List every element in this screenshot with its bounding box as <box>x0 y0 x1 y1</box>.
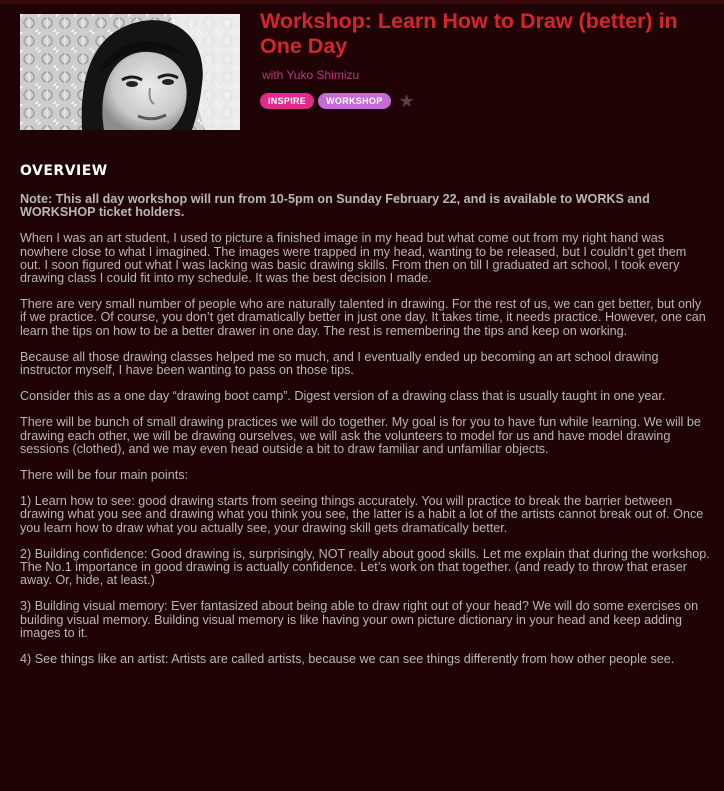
overview-point-4: 4) See things like an artist: Artists are called artists, because we can see things differently from how other people see. <box>20 652 675 667</box>
overview-paragraph: There will be bunch of small drawing practices we will do together. My goal is for you to have fun while learning. We will be drawing each other, we will be drawing ourselves, we will ask the volunteers to model for us and have model drawing sessions (clothed), and we may even head outside a bit to draw familiar and unfamiliar objects. <box>20 415 701 456</box>
speaker-photo <box>20 14 240 130</box>
overview-paragraph: There are very small number of people who are naturally talented in drawing. For the rest of us, we can get better, but only if we practice. Of course, you don’t get dramatically better in just one day. It takes time, it needs practice. However, one can learn the tips on how to be a better drawer in one day. The rest is remembering the tips and keep on working. <box>20 297 706 338</box>
overview-point-3: 3) Building visual memory: Ever fantasized about being able to draw right out of your head? We will do some exercises on building visual memory. Building visual memory is like having your own picture dictionary in your head and keep adding images to it. <box>20 599 699 640</box>
overview-body <box>20 193 710 679</box>
overview-note: Note: This all day workshop will run from 10-5pm on Sunday February 22, and is available to WORKS and WORKSHOP ticket holders. <box>20 192 650 220</box>
speaker-byline[interactable]: with Yuko Shimizu <box>262 68 360 82</box>
overview-point-1: 1) Learn how to see: good drawing starts from seeing things accurately. You will practice to break the barrier between drawing what you see and drawing what you think you see, the latter is a habit a lot of the artists cannot break out of. Once you learn how to draw what you actually see, your drawing skill gets dramatically better. <box>20 494 704 535</box>
overview-paragraph: There will be four main points: <box>20 468 188 483</box>
overview-paragraph: When I was an art student, I used to picture a finished image in my head but what come out from my right hand was nowhere close to what I imagined. The images were trapped in my head, wanting to be released, but I couldn’t get them out. I soon figured out what I was lacking was basic drawing skills. From then on till I graduated art school, I took every drawing class I could fit into my schedule. It was the best decision I made. <box>20 231 687 286</box>
tag-inspire[interactable]: INSPIRE <box>260 93 314 109</box>
workshop-title: Workshop: Learn How to Draw (better) in One Day <box>260 9 678 58</box>
tag-list <box>260 93 415 109</box>
star-icon[interactable]: ★ <box>398 91 415 111</box>
tag-workshop[interactable]: WORKSHOP <box>318 93 390 109</box>
top-divider <box>0 0 724 4</box>
overview-paragraph: Consider this as a one day “drawing boot camp”. Digest version of a drawing class that is usually taught in one year. <box>20 389 666 404</box>
speaker-portrait-image <box>20 14 240 130</box>
overview-point-2: 2) Building confidence: Good drawing is, surprisingly, NOT really about good skills. Let me explain that during the workshop. The No.1 importance in good drawing is actually confidence. Let’s work on that together. (and ready to throw that eraser away. Or, hide, at least.) <box>20 546 710 588</box>
overview-heading: OVERVIEW <box>20 163 108 179</box>
overview-paragraph: Because all those drawing classes helped me so much, and I eventually ended up becoming an art school drawing instructor myself, I have been wanting to pass on those tips. <box>20 349 659 378</box>
